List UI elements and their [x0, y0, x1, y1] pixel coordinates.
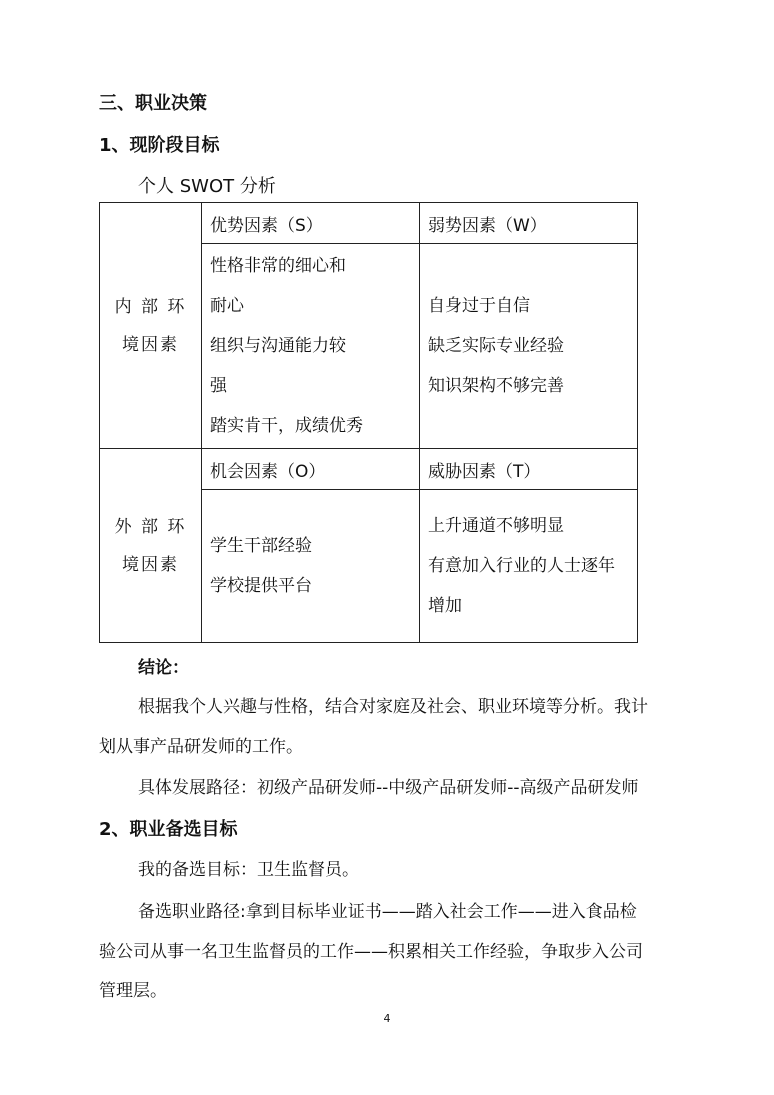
opportunity-item: 学生干部经验 [210, 536, 312, 556]
opportunities-cell [202, 490, 420, 643]
strength-item: 组织与沟通能力较 [210, 336, 346, 356]
threats-header: 威胁因素（T） [420, 449, 638, 490]
strength-item: 性格非常的细心和 [210, 256, 346, 276]
strengths-cell [202, 244, 420, 449]
weaknesses-header: 弱势因素（W） [420, 203, 638, 244]
section-title: 三、职业决策 [99, 93, 207, 114]
alternative-path-line: 验公司从事一名卫生监督员的工作——积累相关工作经验，争取步入公司 [99, 942, 643, 962]
weakness-item: 知识架构不够完善 [428, 376, 564, 396]
subsection-title-current-goal: 1、现阶段目标 [99, 135, 220, 156]
strength-item: 耐心 [210, 296, 244, 316]
conclusion-label: 结论： [138, 658, 189, 678]
conclusion-line: 根据我个人兴趣与性格，结合对家庭及社会、职业环境等分析。我计 [138, 697, 648, 717]
alternative-path-line: 备选职业路径:拿到目标毕业证书——踏入社会工作——进入食品检 [138, 902, 637, 922]
strength-item: 踏实肯干，成绩优秀 [210, 416, 363, 436]
swot-table [99, 202, 638, 643]
opportunities-header: 机会因素（O） [202, 449, 420, 490]
career-path-line: 具体发展路径：初级产品研发师--中级产品研发师--高级产品研发师 [138, 778, 639, 798]
opportunity-item: 学校提供平台 [210, 576, 312, 596]
weakness-item: 缺乏实际专业经验 [428, 336, 564, 356]
subsection-title-alternative-goal: 2、职业备选目标 [99, 819, 238, 840]
weaknesses-cell [420, 244, 638, 449]
alternative-target: 我的备选目标：卫生监督员。 [138, 860, 359, 880]
external-factors-label: 外 部 环 境因素 [100, 449, 202, 643]
threats-cell [420, 490, 638, 643]
strength-item: 强 [210, 376, 227, 396]
alternative-path-line: 管理层。 [99, 981, 167, 1001]
swot-title: 个人 SWOT 分析 [138, 176, 276, 197]
internal-factors-label: 内 部 环 境因素 [100, 203, 202, 449]
conclusion-line: 划从事产品研发师的工作。 [99, 737, 303, 757]
weakness-item: 自身过于自信 [428, 296, 530, 316]
page-number: 4 [383, 1012, 391, 1025]
strengths-header: 优势因素（S） [202, 203, 420, 244]
threat-item: 有意加入行业的人士逐年增加 [428, 556, 615, 616]
threat-item: 上升通道不够明显 [428, 516, 564, 536]
